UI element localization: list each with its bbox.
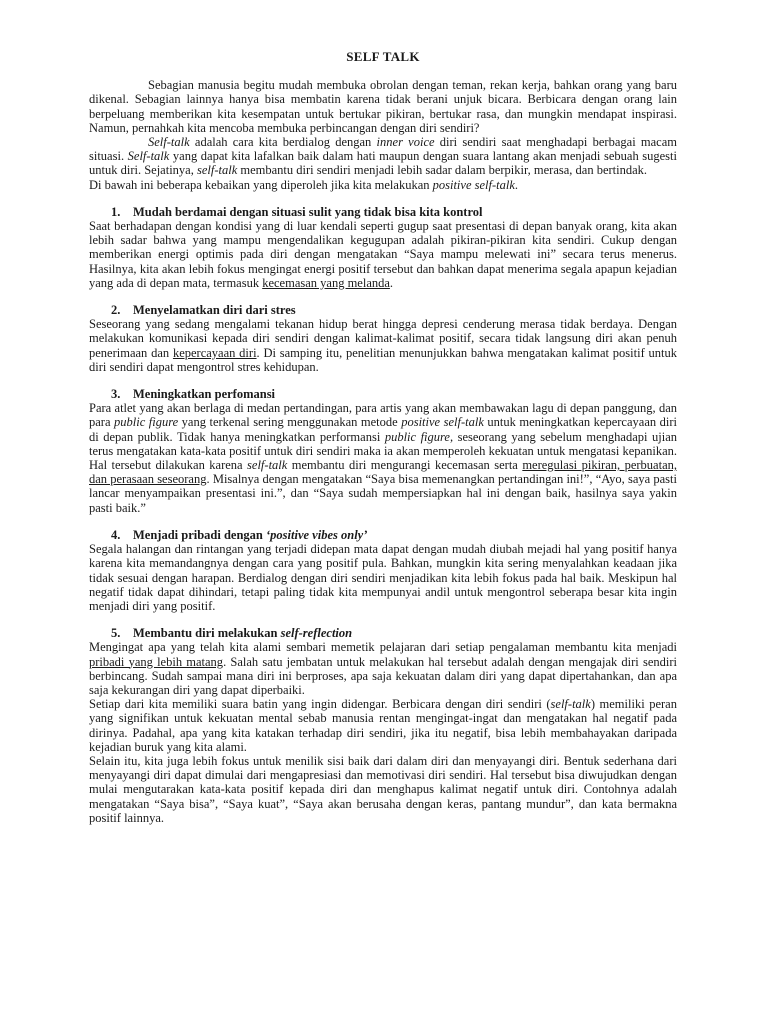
underlined-text: meregulasi pikiran, perbuatan, dan perasaan seseorang [89,458,678,487]
text-run: Seseorang yang sedang mengalami tekanan hidup berat hingga depresi cenderung merasa tidak berdaya. Dengan melakukan komunikasi kepada diri sendiri dengan kalimat-kalimat positif, secara tidak langsung diri akan penuh penerimaan dan [89,317,677,360]
text-run: Para atlet yang akan berlaga di medan pertandingan, para artis yang akan membawakan lagu di depan panggung, dan para [89,401,677,430]
italic-term: self-talk [247,458,288,473]
section-body-3 [89,401,677,515]
section-heading-2 [89,303,677,317]
italic-term: self-reflection [280,626,353,641]
italic-term: public figure, [384,429,454,444]
text-run: adalah cara kita berdialog dengan [189,135,377,150]
section-number: 4. [111,527,121,542]
text-run: yang dapat kita lafalkan baik dalam hati maupun dengan suara lantang akan menjadi sebuah sugesti untuk diri. Sejatinya, [89,149,677,178]
text-run: Selain itu, kita juga lebih fokus untuk menilik sisi baik dari dalam diri dan menyayangi diri. Bentuk sederhana dari menyayangi diri dapat dimulai dari mengapresiasi dan memotivasi diri sendiri. Hal tersebut bisa diwujudkan dengan mulai mengutarakan kata-kata positif kepada diri dan menghapus kalimat negatif untuk diri. Contohnya adalah mengatakan “Saya bisa”, “Saya kuat”, “Saya akan berusaha dengan keras, pantang mundur”, dan kata bermakna positif lainnya. [89,753,677,825]
text-run: untuk meningkatkan kepercayaan diri di depan publik. Tidak hanya meningkatkan performansi [89,415,677,444]
section-heading-5 [89,626,677,640]
section-number: 2. [111,303,121,318]
section-body-5-paragraph-3 [89,754,677,825]
text-run: Saat berhadapan dengan kondisi yang di luar kendali seperti gugup saat presentasi di depan banyak orang, kita akan lebih sadar bahwa yang mampu mengendalikan kegugupan adalah pikiran-pikiran kita sendiri. Cukup dengan memberikan energi optimis pada diri dengan mengatakan “Saya mampu melewati ini” secara terus menerus. Hasilnya, kita akan lebih fokus mengingat energi positif tersebut dan bahkan dapat menerima segala apapun kejadian yang ada di depan mata, termasuk [89,219,677,290]
underlined-text: kecemasan yang melanda [262,275,390,290]
section-heading-1 [89,205,677,219]
section-heading-3 [89,387,677,401]
section-number: 1. [111,204,121,219]
italic-term: ‘positive vibes only’ [266,527,368,542]
section-number: 5. [111,626,121,641]
text-run: . [389,275,394,290]
italic-term: inner voice [376,135,435,150]
italic-term: Self-talk [148,135,190,150]
italic-term: positive self-talk [432,177,515,192]
page-title: SELF TALK [346,49,420,64]
italic-term: public figure [114,415,179,430]
section-heading-text: Membantu diri melakukan [133,626,281,641]
intro-paragraph-2 [89,135,677,178]
section-body-5-paragraph-1 [89,640,677,697]
text-run: membantu diri sendiri menjadi lebih sadar dalam berpikir, merasa, dan bertindak. [237,163,648,178]
underlined-text: kepercayaan diri [172,345,257,360]
text-run: Mengingat apa yang telah kita alami sembari memetik pelajaran dari setiap pengalaman membantu kita menjadi [89,640,677,655]
text-run: Segala halangan dan rintangan yang terjadi didepan mata dapat dengan mudah diubah mejadi hal yang positif hanya karena kita memandangnya dengan cara yang positif pula. Bahkan, mungkin kita sering menyalahkan keadaan jika tidak sesuai dengan harapan. Berdialog dengan diri sendiri menjadikan kita lebih fokus pada hal baik. Meskipun hal negatif tidak dapat dihindari, tetapi paling tidak kita mempunyai andil untuk mengontrol seberapa besar kita ingin menjadi diri yang positif. [89,542,677,613]
document-page [89,50,677,825]
text-run: . Di samping itu, penelitian menunjukkan bahwa mengatakan kalimat positif untuk diri sendiri dapat mengontrol stres kehidupan. [89,345,677,374]
italic-term: self-talk [196,163,238,178]
text-run: . Misalnya dengan mengatakan “Saya bisa memenangkan pertandingan ini!”, “Ayo, saya pasti lancar menyampaikan presentasi ini.”, dan “Saya sudah mempersiapkan hal ini dengan baik, hasilnya saya yakin pasti baik.” [89,472,677,515]
italic-term: positive self-talk [401,415,484,430]
section-heading-text: Menyelamatkan diri dari stres [133,303,296,318]
text-run: seseorang yang sebelum menghadapi ujian terus mengatakan kata-kata positif untuk diri sendiri maka ia akan memperoleh kekuatan untuk mengatasi kepanikan. Hal tersebut dilakukan karena [89,429,678,473]
text-run: Di bawah ini beberapa kebaikan yang diperoleh jika kita melakukan [89,177,433,192]
section-heading-text: Menjadi pribadi dengan [133,527,267,542]
text-run: . [514,177,519,192]
section-heading-4 [89,528,677,542]
section-body-4 [89,542,677,613]
section-body-5-paragraph-2 [89,697,677,754]
text-run: Setiap dari kita memiliki suara batin yang ingin didengar. Berbicara dengan diri sendiri ( [89,697,551,712]
underlined-text: pribadi yang lebih matang [89,654,224,669]
intro-text: Sebagian manusia begitu mudah membuka obrolan dengan teman, rekan kerja, bahkan orang yang baru dikenal. Sebagian lainnya hanya bisa membatin karena tidak berani unjuk bicara. Berbicara dengan orang lain berpeluang memberikan kita kesempatan untuk bertukar pikiran, bertukar rasa, dan mungkin mendapat inspirasi. Namun, pernahkah kita mencoba membuka perbincangan dengan diri sendiri? [89,78,677,135]
italic-term: self-talk [550,697,591,712]
section-heading-text: Mudah berdamai dengan situasi sulit yang tidak bisa kita kontrol [133,204,483,219]
intro-paragraph-3 [89,178,677,192]
text-run: ) memiliki peran yang signifikan untuk kekuatan mental sebab manusia rentan mengingat-ingat dan mengatakan hal negatif pada dirinya. Padahal, apa yang kita katakan terhadap diri sendiri, jika itu negatif, bisa lebih membahayakan daripada kejadian buruk yang kita alami. [89,697,677,754]
text-run: . Salah satu jembatan untuk melakukan hal tersebut adalah dengan mengajak diri sendiri berbincang. Sudah sampai mana diri ini berproses, apa saja kekuatan dalam diri yang dapat dipertahankan, dan apa saja kekurangan diri yang dapat diperbaiki. [89,654,677,697]
text-run: membantu diri mengurangi kecemasan serta [287,458,523,473]
text-run: yang terkenal sering menggunakan metode [178,415,402,430]
section-body-1 [89,219,677,290]
text-run: diri sendiri saat menghadapi berbagai macam situasi. [89,135,677,164]
section-number: 3. [111,387,121,402]
section-heading-text: Meningkatkan perfomansi [133,387,276,402]
italic-term: Self-talk [127,149,170,164]
section-body-2 [89,317,677,374]
intro-paragraph-1 [89,78,677,135]
